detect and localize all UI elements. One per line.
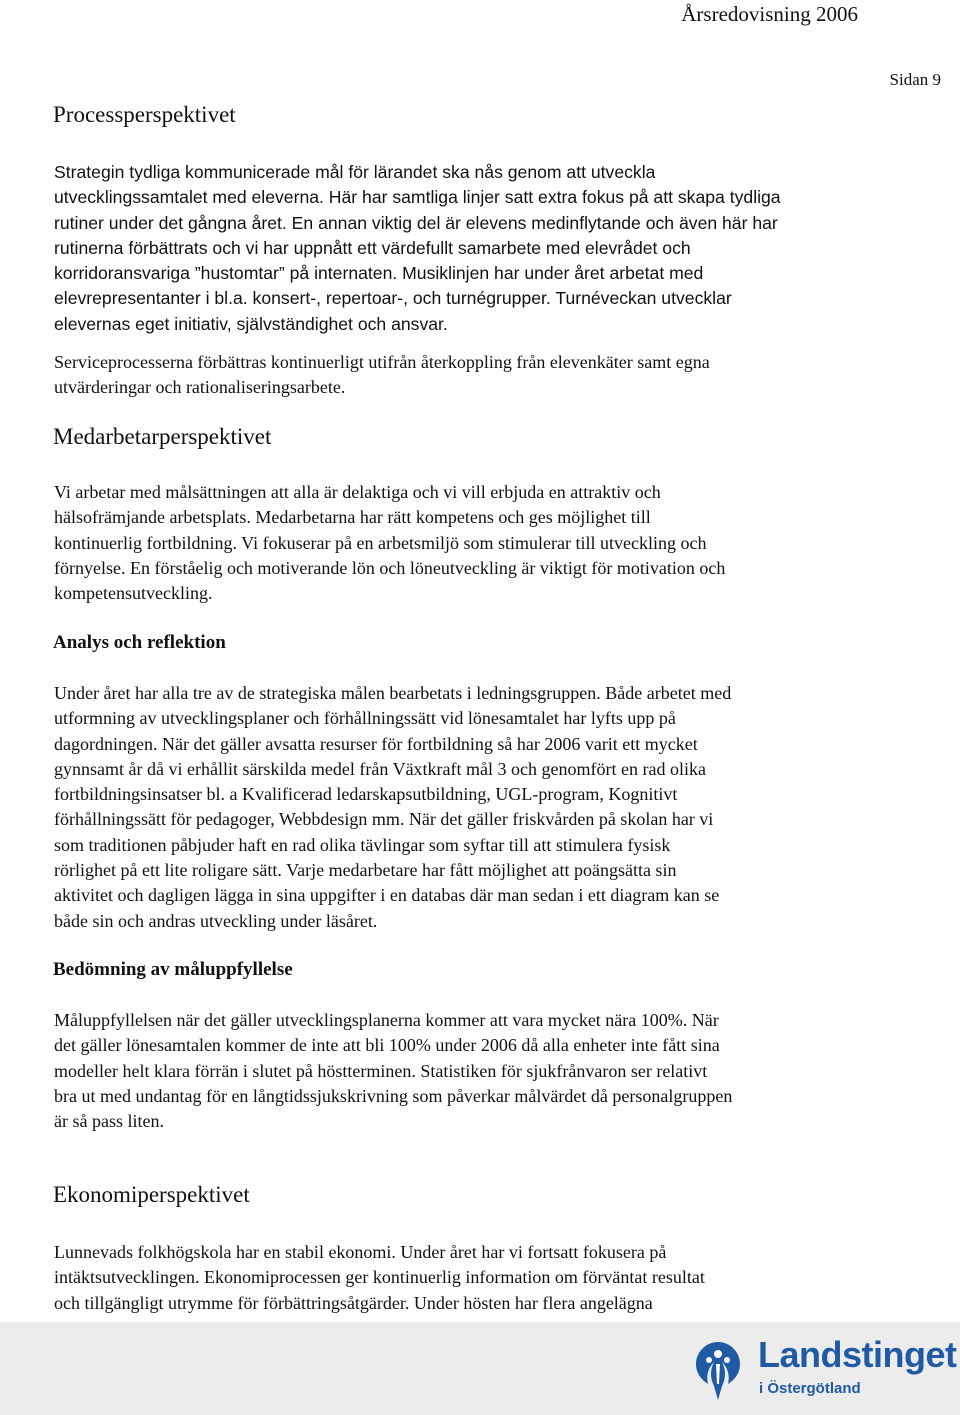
heading-medarbetarperspektivet: Medarbetarperspektivet (53, 424, 272, 449)
text-line: hälsofrämjande arbetsplats. Medarbetarna har rätt kompetens och ges möjlighet till (54, 507, 651, 528)
page-number: Sidan 9 (889, 70, 941, 89)
text-line: dagordningen. När det gäller avsatta resurser för fortbildning så har 2006 varit ett mycket (54, 733, 698, 754)
text-line: Under året har alla tre av de strategiska målen bearbetats i ledningsgruppen. Både arbetet med (54, 683, 732, 703)
paragraph-staff (54, 480, 904, 606)
report-title: Årsredovisning 2006 (681, 2, 858, 26)
text-line: förnyelse. En förståelig och motiverande lön och löneutveckling är viktigt för motivation och (54, 557, 726, 578)
paragraph-economy (54, 1240, 904, 1316)
text-line: utvärderingar och rationaliseringsarbete. (54, 377, 346, 398)
footer-band (0, 1322, 960, 1415)
paragraph-assessment (54, 1008, 904, 1134)
text-line: Måluppfyllelsen när det gäller utvecklingsplanerna kommer att vara mycket nära 100%. När (54, 1010, 719, 1030)
heading-processperspektivet: Processperspektivet (53, 102, 236, 127)
text-line: och tillgängligt utrymme för förbättringsåtgärder. Under hösten har flera angelägna (54, 1292, 653, 1313)
text-line: fortbildningsinsatser bl. a Kvalificerad ledarskapsutbildning, UGL-program, Kognitivt (54, 784, 678, 805)
landstinget-logo (688, 1330, 957, 1410)
text-line: rutinerna förbättrats och vi har uppnått ett värdefullt samarbete med elevrådet och (54, 237, 691, 258)
text-line: förhållningssätt för pedagoger, Webbdesign mm. När det gäller friskvården på skolan har vi (54, 809, 714, 830)
text-line: rörlighet på ett lite roligare sätt. Varje medarbetare har fått möjlighet att poängsätta sin (54, 860, 677, 881)
landstinget-emblem-icon (688, 1340, 748, 1402)
text-line: det gäller lönesamtalen kommer de inte att bli 100% under 2006 då alla enheter inte fått sina (54, 1035, 720, 1056)
logo-subtitle: i Östergötland (759, 1380, 861, 1397)
text-line: som traditionen påbjuder haft en rad olika tävlingar som syftar till att stimulera fysisk (54, 834, 671, 855)
text-line: Strategin tydliga kommunicerade mål för lärandet ska nås genom att utveckla (54, 162, 656, 182)
text-line: Serviceprocesserna förbättras kontinuerligt utifrån återkoppling från elevenkäter samt egna (54, 352, 710, 372)
text-line: är så pass liten. (54, 1111, 164, 1132)
text-line: elevernas eget initiativ, självständighet och ansvar. (54, 313, 448, 334)
text-line: bra ut med undantag för en långtidssjukskrivning som påverkar målvärdet då personalgruppen (54, 1085, 733, 1106)
paragraph-process-2 (54, 350, 904, 401)
text-line: gynnsamt år då vi erhållit särskilda medel från Växtkraft mål 3 och genomfört en rad olika (54, 758, 706, 779)
text-line: Vi arbetar med målsättningen att alla är delaktiga och vi vill erbjuda en attraktiv och (54, 482, 661, 502)
heading-analys-och-reflektion: Analys och reflektion (53, 632, 226, 653)
paragraph-process-1 (54, 160, 904, 337)
text-line: både sin och andras utveckling under läsåret. (54, 910, 378, 931)
logo-wordmark: Landstinget (758, 1334, 957, 1375)
text-line: utformning av utvecklingsplaner och förhållningssätt vid lönesamtalet har lyfts upp på (54, 708, 676, 729)
paragraph-analysis (54, 681, 904, 934)
heading-bedomning-av-maluppfyllelse: Bedömning av måluppfyllelse (53, 959, 293, 980)
text-line: utvecklingssamtalet med eleverna. Här har samtliga linjer satt extra fokus på att skapa tydliga (54, 187, 781, 208)
text-line: modeller helt klara förrän i slutet på höstterminen. Statistiken för sjukfrånvaron ser relativt (54, 1060, 708, 1081)
text-line: elevrepresentanter i bl.a. konsert-, repertoar-, och turnégrupper. Turnéveckan utvecklar (54, 288, 732, 309)
text-line: Lunnevads folkhögskola har en stabil ekonomi. Under året har vi fortsatt fokusera på (54, 1242, 667, 1262)
text-line: korridoransvariga ”hustomtar” på internaten. Musiklinjen har under året arbetat med (54, 263, 704, 284)
heading-ekonomiperspektivet: Ekonomiperspektivet (53, 1182, 250, 1207)
text-line: intäktsutvecklingen. Ekonomiprocessen ger kontinuerlig information om förväntat resultat (54, 1267, 705, 1288)
text-line: kontinuerlig fortbildning. Vi fokuserar på en arbetsmiljö som stimulerar till utveckling och (54, 532, 707, 553)
text-line: rutiner under det gångna året. En annan viktig del är elevens medinflytande och även här har (54, 212, 778, 233)
text-line: aktivitet och dagligen lägga in sina uppgifter i en databas där man sedan i ett diagram kan se (54, 885, 720, 906)
text-line: kompetensutveckling. (54, 583, 213, 604)
